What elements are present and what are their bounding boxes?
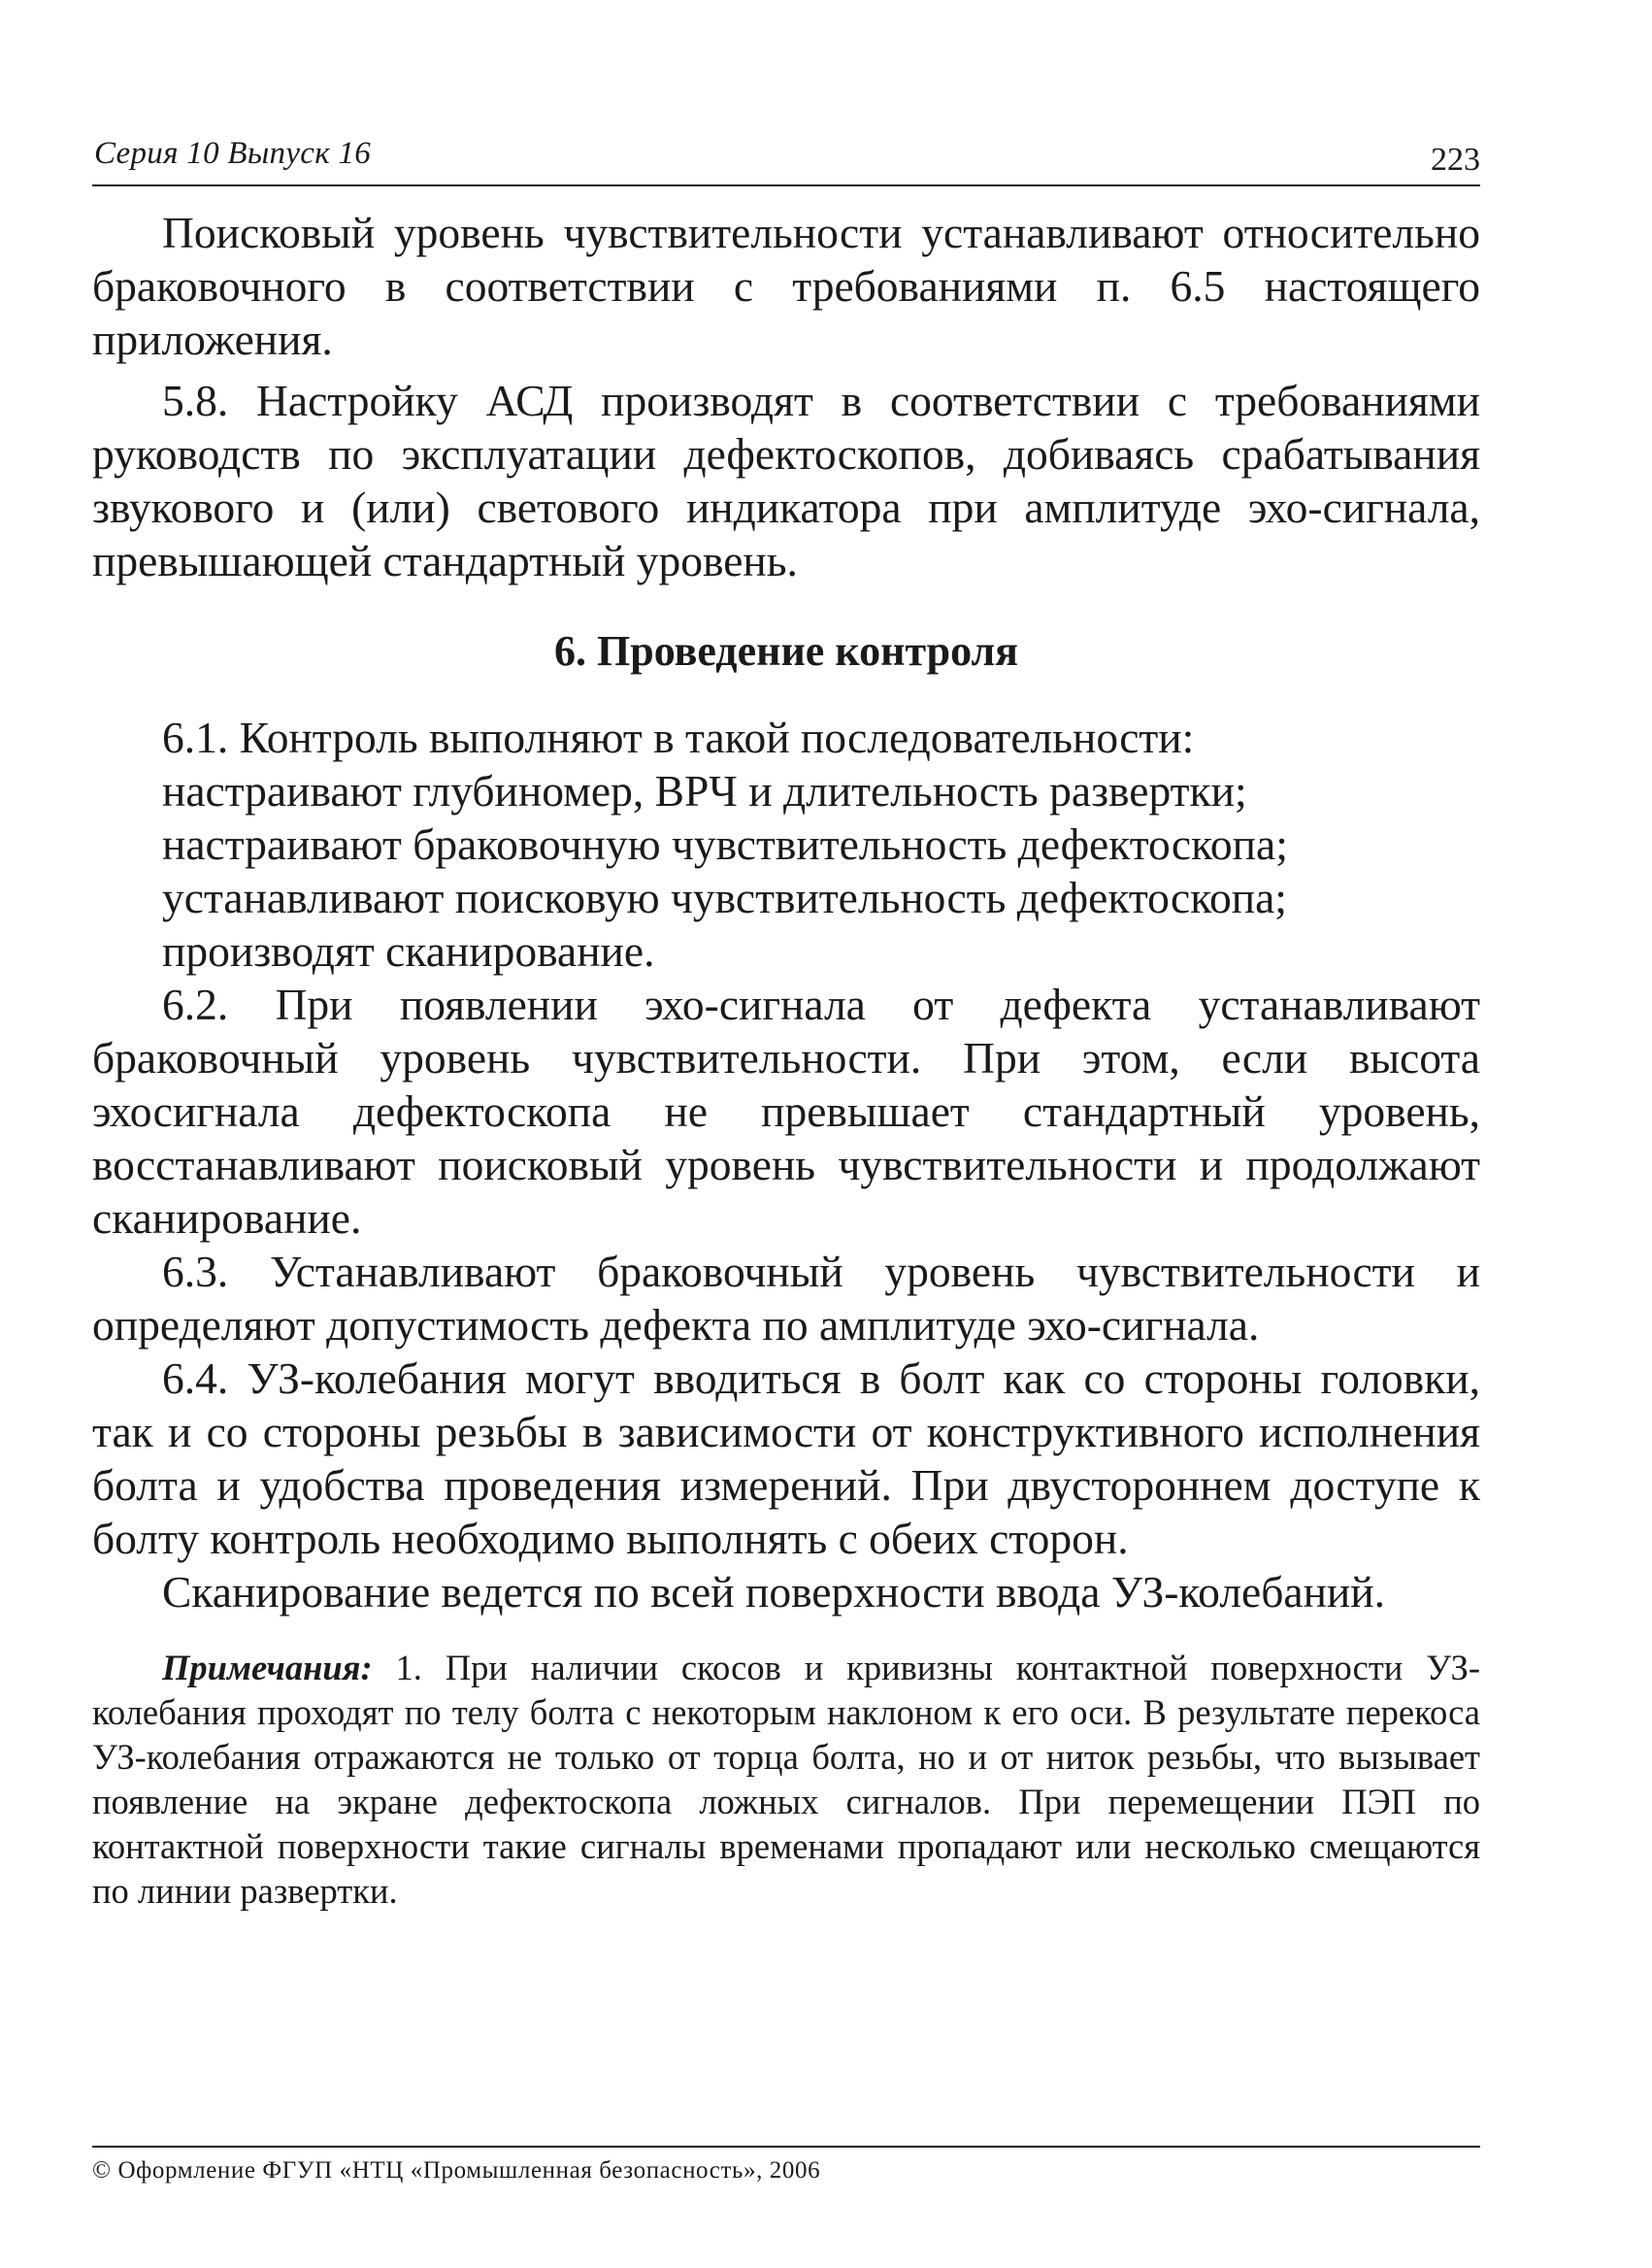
footer-copyright: © Оформление ФГУП «НТЦ «Промышленная безопасность», 2006 [92, 2157, 821, 2184]
note-text: 1. При наличии скосов и кривизны контактной поверхности УЗ-колебания проходят по телу болта с некоторым наклоном к его оси. В результате перекоса УЗ-колебания отражаются не только от торца болта, но и от ниток резьбы, что вызывает появление на экране дефектоскопа ложных сигналов. При перемещении ПЭП по контактной поверхности такие сигналы временами пропадают или несколько смещаются по линии развертки. [92, 1648, 1481, 1911]
note-block [92, 1646, 1480, 1914]
item-6-3: 6.3. Устанавливают браковочный уровень чувствительности и определяют допустимость дефекта по амплитуде эхо-сигнала. [92, 1247, 1480, 1350]
running-header [92, 136, 1480, 186]
note-label: Примечания: [162, 1648, 373, 1687]
item-6-1-step: настраивают глубиномер, ВРЧ и длительность развертки; [162, 766, 1247, 816]
item-6-1 [92, 711, 1480, 978]
page-number: 223 [1431, 142, 1480, 178]
body-text [92, 206, 1480, 1914]
series-title: Серия 10 Выпуск 16 [94, 136, 372, 171]
item-6-1-intro: 6.1. Контроль выполняют в такой последовательности: [162, 713, 1195, 762]
footer-divider [92, 2146, 1480, 2148]
item-6-2: 6.2. При появлении эхо-сигнала от дефекта устанавливают браковочный уровень чувствительности. При этом, если высота эхосигнала дефектоскопа не превышает стандартный уровень, восстанавливают поисковый уровень чувствительности и продолжают сканирование. [92, 980, 1480, 1243]
item-6-4: 6.4. УЗ-колебания могут вводиться в болт как со стороны головки, так и со стороны резьбы в зависимости от конструктивного исполнения болта и удобства проведения измерений. При двустороннем доступе к болту контроль необходимо выполнять с обеих сторон. [92, 1353, 1480, 1563]
paragraph-search-level: Поисковый уровень чувствительности устанавливают относительно браковочного в соответствии с требованиями п. 6.5 настоящего приложения. [92, 208, 1480, 364]
item-6-1-step: производят сканирование. [162, 926, 655, 976]
document-page [92, 0, 1480, 2268]
item-6-1-step: настраивают браковочную чувствительность дефектоскопа; [162, 819, 1288, 869]
section-heading: 6. Проведение контроля [554, 627, 1018, 675]
paragraph-5-8: 5.8. Настройку АСД производят в соответствии с требованиями руководств по эксплуатации дефектоскопов, добиваясь срабатывания звукового и (или) светового индикатора при амплитуде эхо-сигнала, превышающей стандартный уровень. [92, 376, 1480, 585]
scanning-paragraph: Сканирование ведется по всей поверхности ввода УЗ-колебаний. [162, 1567, 1386, 1617]
item-6-1-step: устанавливают поисковую чувствительность дефектоскопа; [162, 873, 1287, 922]
